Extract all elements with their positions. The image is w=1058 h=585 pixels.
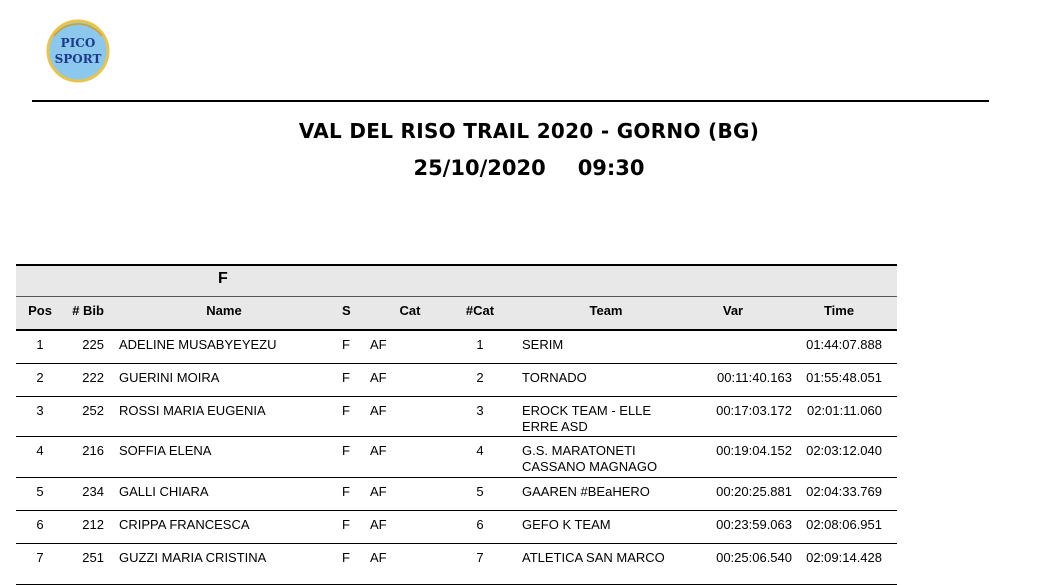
event-title: VAL DEL RISO TRAIL 2020 - GORNO (BG) [298, 119, 760, 143]
table-row [16, 511, 897, 544]
cell-cat: AF [370, 443, 387, 458]
cell-sex: F [342, 517, 350, 532]
cell-cat: AF [370, 484, 387, 499]
cell-cat: AF [370, 550, 387, 565]
cell-pos: 5 [36, 484, 44, 499]
cell-team: GEFO K TEAM [522, 517, 611, 532]
header-divider [32, 100, 989, 102]
logo-line-1: PICO [60, 36, 96, 50]
cell-pos: 1 [36, 337, 44, 352]
cell-cat: AF [370, 370, 387, 385]
cell-cat: AF [370, 337, 387, 352]
cell-var: 00:25:06.540 [716, 550, 792, 565]
cell-name: ADELINE MUSABYEYEZU [119, 337, 277, 352]
cell-pos: 2 [36, 370, 44, 385]
cell-pos: 7 [36, 550, 44, 565]
cell-time: 01:44:07.888 [806, 337, 882, 352]
cell-sex: F [342, 337, 350, 352]
cell-team: EROCK TEAM - ELLE ERRE ASD [522, 403, 652, 434]
cell-var: 00:11:40.163 [717, 370, 792, 385]
cell-ncat: 5 [476, 484, 484, 499]
cell-var: 00:17:03.172 [716, 403, 792, 418]
cell-name: CRIPPA FRANCESCA [119, 517, 250, 532]
cell-time: 01:55:48.051 [806, 370, 882, 385]
col-var: Var [722, 303, 744, 318]
cell-bib: 216 [82, 443, 104, 458]
cell-ncat: 3 [476, 403, 484, 418]
cell-ncat: 2 [476, 370, 484, 385]
event-datetime [0, 156, 1058, 180]
cell-pos: 3 [36, 403, 44, 418]
cell-time: 02:08:06.951 [806, 517, 882, 532]
table-row [16, 331, 897, 364]
col-name: Name [206, 303, 242, 318]
pico-sport-logo [44, 18, 112, 84]
cell-sex: F [342, 443, 350, 458]
event-time: 09:30 [577, 156, 645, 180]
results-body [16, 331, 897, 585]
col-team: Team [589, 303, 623, 318]
col-bib: # Bib [72, 303, 104, 318]
column-headers [16, 296, 897, 331]
cell-pos: 4 [36, 443, 44, 458]
cell-team: SERIM [522, 337, 564, 352]
cell-ncat: 1 [476, 337, 484, 352]
cell-bib: 251 [82, 550, 104, 565]
cell-cat: AF [370, 517, 387, 532]
cell-ncat: 4 [476, 443, 484, 458]
cell-time: 02:03:12.040 [806, 443, 882, 458]
cell-var: 00:19:04.152 [716, 443, 792, 458]
cell-team: ATLETICA SAN MARCO [522, 550, 665, 565]
cell-bib: 252 [82, 403, 104, 418]
table-row [16, 478, 897, 511]
cell-pos: 6 [36, 517, 44, 532]
category-label: F [218, 270, 228, 287]
table-row [16, 397, 897, 437]
cell-team: G.S. MARATONETI CASSANO MAGNAGO [522, 443, 658, 474]
cell-name: GUERINI MOIRA [119, 370, 220, 385]
table-row [16, 364, 897, 397]
cell-var: 00:23:59.063 [716, 517, 792, 532]
cell-ncat: 6 [476, 517, 484, 532]
col-cat-rank: #Cat [465, 303, 495, 318]
cell-name: GALLI CHIARA [119, 484, 209, 499]
results-table [16, 264, 897, 585]
cell-bib: 212 [82, 517, 104, 532]
cell-team: GAAREN #BEaHERO [522, 484, 650, 499]
table-row [16, 544, 897, 585]
category-header [16, 264, 897, 296]
event-date: 25/10/2020 [413, 156, 546, 180]
cell-sex: F [342, 403, 350, 418]
cell-sex: F [342, 370, 350, 385]
cell-time: 02:01:11.060 [807, 403, 882, 418]
col-time: Time [823, 303, 855, 318]
cell-ncat: 7 [476, 550, 484, 565]
cell-bib: 225 [82, 337, 104, 352]
cell-sex: F [342, 550, 350, 565]
cell-bib: 222 [82, 370, 104, 385]
col-pos: Pos [28, 303, 52, 318]
cell-name: ROSSI MARIA EUGENIA [119, 403, 266, 418]
cell-bib: 234 [82, 484, 104, 499]
col-sex: S [342, 303, 351, 318]
cell-sex: F [342, 484, 350, 499]
cell-name: GUZZI MARIA CRISTINA [119, 550, 267, 565]
cell-var: 00:20:25.881 [716, 484, 792, 499]
table-row [16, 437, 897, 478]
col-cat: Cat [399, 303, 421, 318]
cell-name: SOFFIA ELENA [119, 443, 212, 458]
cell-team: TORNADO [522, 370, 587, 385]
logo-line-2: SPORT [54, 52, 102, 66]
cell-time: 02:09:14.428 [806, 550, 882, 565]
cell-cat: AF [370, 403, 387, 418]
cell-time: 02:04:33.769 [806, 484, 882, 499]
